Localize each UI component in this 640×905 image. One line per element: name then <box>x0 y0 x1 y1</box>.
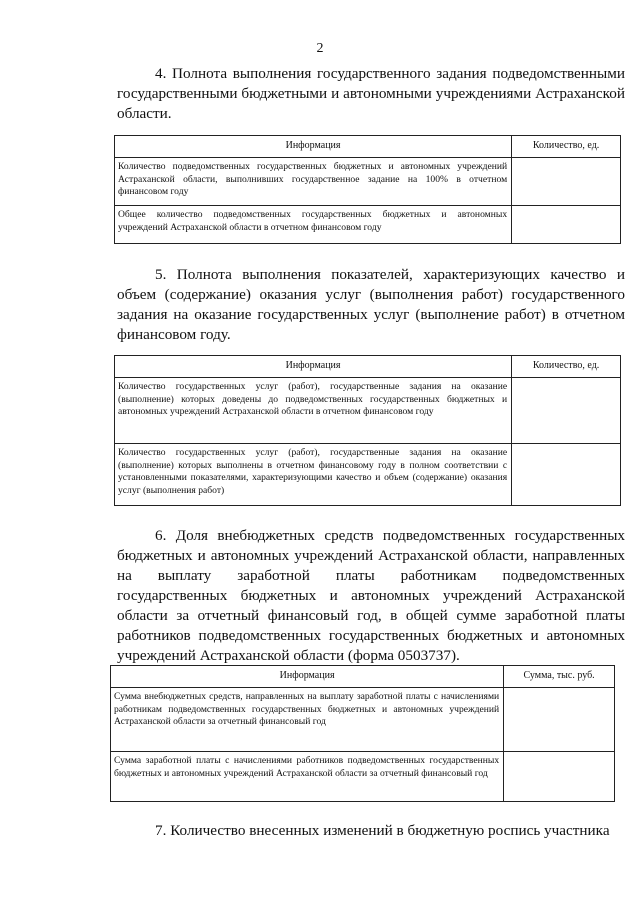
table-value-cell <box>512 206 621 244</box>
table-row: Сумма внебюджетных средств, направленных на выплату заработной платы с начислениями работникам подведомственных государственных бюджетных и автономных учреждений Астраханской области за отчетный финансовый год <box>111 688 504 752</box>
section-6-table <box>110 665 615 802</box>
table-value-cell <box>512 378 621 444</box>
section-5-heading: 5. Полнота выполнения показателей, характеризующих качество и объем (содержание) оказания услуг (выполнения работ) государственного задания на оказание государственных услуг (выполнение работ) в отчетном финансовом году. <box>117 266 625 343</box>
section-4-table <box>114 135 621 244</box>
section-6-heading: 6. Доля внебюджетных средств подведомственных государственных бюджетных и автономных учреждений Астраханской области, направленных на выплату заработной платы работникам подведомственных государственных бюджетных и автономных учреждений Астраханской области за отчетный финансовый год, в общей сумме заработной платы работников подведомственных государственных бюджетных и автономных учреждений Астраханской области (форма 0503737). <box>117 527 625 664</box>
table-header-info: Информация <box>115 356 512 378</box>
table-value-cell <box>504 688 615 752</box>
table-header-info: Информация <box>111 666 504 688</box>
table-header-sum: Сумма, тыс. руб. <box>504 666 615 688</box>
section-7-heading: 7. Количество внесенных изменений в бюджетную роспись участника <box>155 822 610 839</box>
page-number: 2 <box>316 41 324 56</box>
table-value-cell <box>504 752 615 802</box>
table-row: Общее количество подведомственных государственных бюджетных и автономных учреждений Астраханской области в отчетном финансовом году <box>115 206 512 244</box>
table-row: Сумма заработной платы с начислениями работников подведомственных государственных бюджетных и автономных учреждений Астраханской области за отчетный финансовый год <box>111 752 504 802</box>
table-header-info: Информация <box>115 136 512 158</box>
table-header-quantity: Количество, ед. <box>512 136 621 158</box>
table-row: Количество государственных услуг (работ), государственные задания на оказание (выполнение) которых выполнены в отчетном финансовому году в полном соответствии с установленными показателями, характеризующими качество и объем (содержание) оказания услуг (выполнения работ) <box>115 444 512 506</box>
section-5-table <box>114 355 621 506</box>
table-value-cell <box>512 158 621 206</box>
table-row: Количество подведомственных государственных бюджетных и автономных учреждений Астраханской области, выполнивших государственное задание на 100% в отчетном финансовом году <box>115 158 512 206</box>
section-4-heading: 4. Полнота выполнения государственного задания подведомственными государственными бюджетными и автономными учреждениями Астраханской области. <box>117 65 625 122</box>
table-header-quantity: Количество, ед. <box>512 356 621 378</box>
table-row: Количество государственных услуг (работ), государственные задания на оказание (выполнение) которых доведены до подведомственных государственных бюджетных и автономных учреждений Астраханской области в отчетном финансовом году <box>115 378 512 444</box>
table-value-cell <box>512 444 621 506</box>
